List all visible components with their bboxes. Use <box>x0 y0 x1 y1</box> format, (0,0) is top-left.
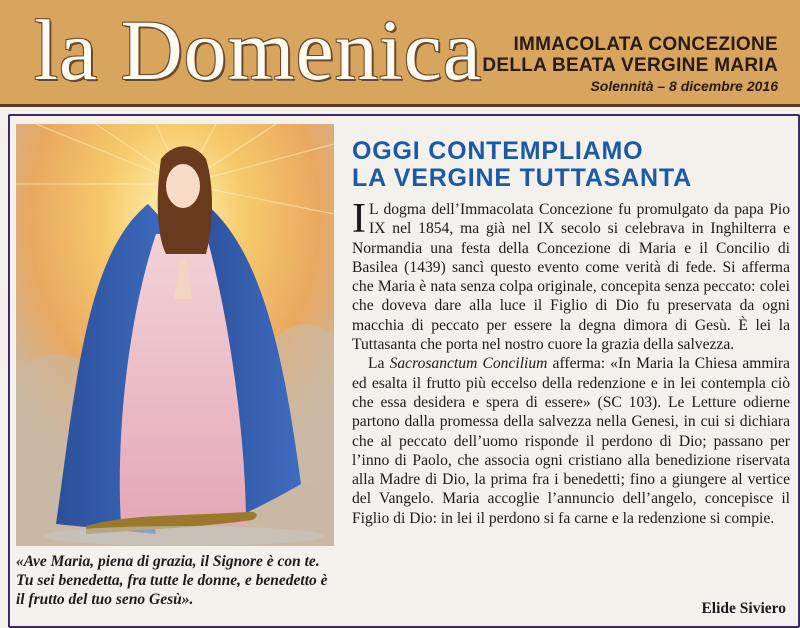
header-band <box>0 0 800 107</box>
paragraph-2-start: La <box>368 355 390 373</box>
paragraph-1 <box>352 196 790 354</box>
paragraph-2-text: afferma: «In Maria la Chiesa ammira ed esalta il frutto più eccelso della redenzione e in lei contempla ciò che essa desidera e spera di essere» (SC 103). Le Letture odierne partono dalla promessa della salvezza nella Genesi, in cui si dichiara che al peccato dell’uomo risponde il perdono di Dio; passano per l’inno di Paolo, che associa ogni cristiano alla benedizione riservata alla Madre di Dio, la prima fra i benedetti; fino a giungere al vertice del Vangelo. Maria accoglie l’annuncio dell’angelo, concepisce il Figlio di Dio: in lei il perdono si fa carne e la redenzione si compie. <box>352 355 790 527</box>
masthead-title: la Domenica <box>34 2 482 98</box>
document-title: Sacrosanctum Concilium <box>389 355 548 373</box>
author-signature: Elide Siviero <box>701 600 786 617</box>
feast-title-line1: IMMACOLATA CONCEZIONE <box>513 34 778 55</box>
article-headline <box>352 138 692 192</box>
paragraph-2 <box>352 354 790 528</box>
madonna-illustration <box>16 124 334 546</box>
headline-line2: LA VERGINE TUTTASANTA <box>352 164 692 192</box>
headline-line1: OGGI CONTEMPLIAMO <box>352 137 644 165</box>
article-body <box>352 196 790 528</box>
feast-title-line2: DELLA BEATA VERGINE MARIA <box>482 55 778 76</box>
feast-info <box>482 34 778 94</box>
paragraph-1-text: L dogma dell’Immacolata Concezione fu promulgato da papa Pio IX nel 1854, ma già nel IX secolo si celebrava in Inghilterra e Normandia una festa della Concezione di Maria e il Concilio di Basilea (1439) sancì questo evento come verità di fede. Si afferma che Maria è nata senza colpa originale, concepita senza peccato: colei che doveva dare alla luce il Figlio di Dio fu preservata da ogni macchia di peccato per essere la degna dimora di Gesù. È lei la Tuttasanta che porta nel nostro cuore la grazia della salvezza. <box>352 201 790 354</box>
drop-cap: I <box>352 196 366 242</box>
feast-date: Solennità – 8 dicembre 2016 <box>590 78 778 94</box>
image-caption: «Ave Maria, piena di grazia, il Signore è con te. Tu sei benedetta, fra tutte le donne, e benedetto è il frutto del tuo seno Gesù». <box>16 553 328 608</box>
